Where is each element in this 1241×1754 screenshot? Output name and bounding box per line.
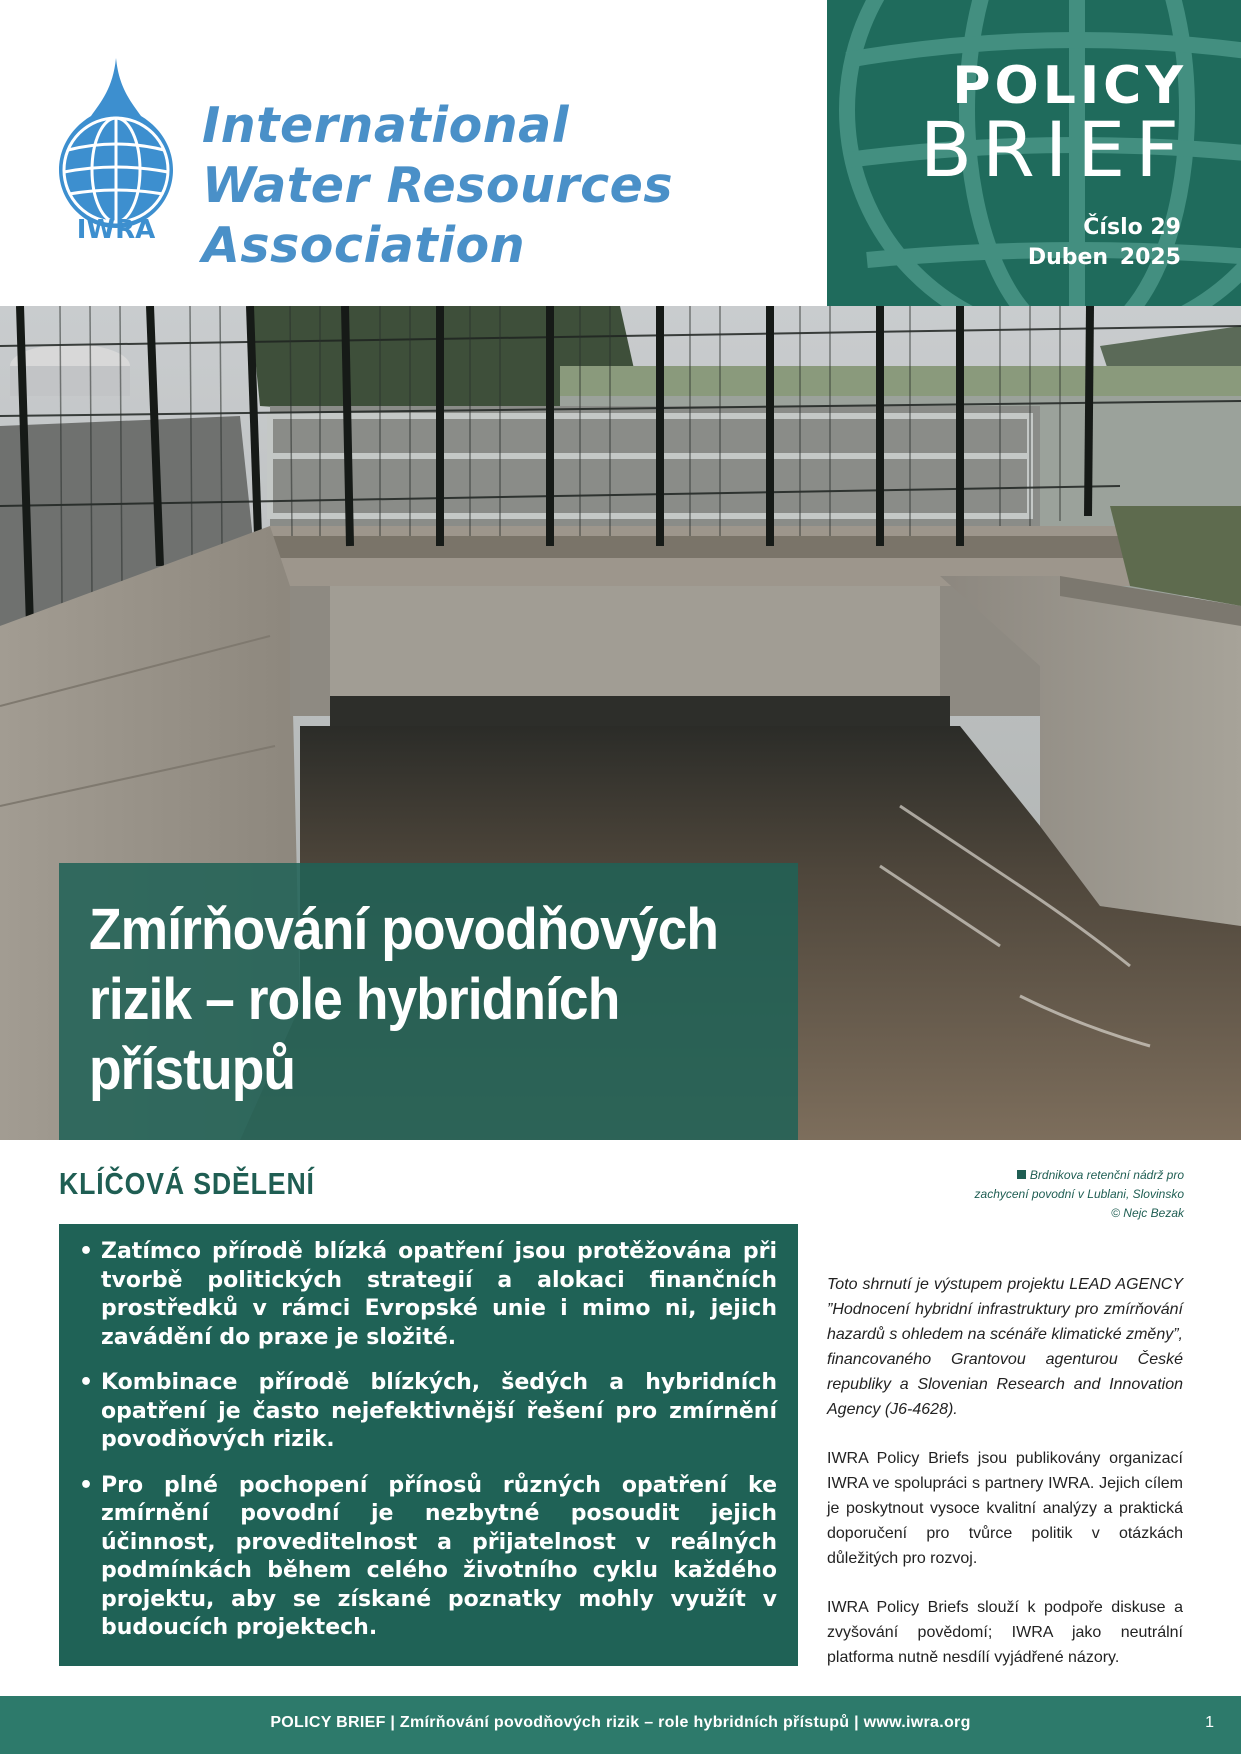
key-message-item: • Pro plné pochopení přínosů různých opatření ke zmírnění povodní je nezbytné posoudit jejich účinnost, proveditelnost a přijatelnost v reálných podmínkách během celého životního cyklu každého projektu, aby se získané poznatky mohly využít v budoucích projektech. [77, 1472, 777, 1643]
org-name-line: Association [202, 217, 526, 274]
key-messages-heading: KLÍČOVÁ SDĚLENÍ [59, 1166, 315, 1201]
disclaimer-paragraph: IWRA Policy Briefs slouží k podpoře diskuse a zvyšování povědomí; IWRA jako neutrální platforma nutně nesdílí vyjádřené názory. [827, 1599, 1183, 1666]
photo-caption [964, 1166, 1184, 1223]
issue-number: Číslo 29 [1083, 215, 1181, 240]
key-message-item: • Kombinace přírodě blízkých, šedých a hybridních opatření je často nejefektivnější řešení pro zmírnění povodňových rizik. [77, 1369, 777, 1455]
issue-date: Duben 2025 [1027, 245, 1181, 270]
iwra-drop-globe-icon [55, 58, 177, 240]
about-paragraph: IWRA Policy Briefs jsou publikovány organizací IWRA ve spolupráci s partnery IWRA. Jejich cílem je poskytnout vysoce kvalitní analýzy a praktická doporučení pro tvůrce politik v otázkách důležitých pro rozvoj. [827, 1450, 1183, 1567]
cover-title-box [59, 863, 798, 1140]
cover-title: Zmírňování povodňových rizik – role hybridních přístupů [89, 897, 719, 1102]
sidebar-text [827, 1272, 1183, 1694]
policy-brief-panel [827, 0, 1241, 306]
photo-caption-text: Brdnikova retenční nádrž pro zachycení povodní v Lublani, Slovinsko © Nejc Bezak [974, 1168, 1184, 1220]
key-messages-list [77, 1238, 777, 1660]
org-name-line: Water Resources [202, 157, 674, 214]
key-messages-box [59, 1224, 798, 1666]
logo-abbrev: IWRA [76, 215, 156, 240]
organization-name [202, 96, 673, 276]
project-intro: Toto shrnutí je výstupem projektu LEAD AGENCY ”Hodnocení hybridní infrastruktury pro zmírňování hazardů s ohledem na scénáře klimatické změny”, financovaného Grantovou agenturou České republiky a Slovenian Research and Innovation Agency (J6-4628). [827, 1276, 1183, 1418]
key-message-item: • Zatímco přírodě blízká opatření jsou protěžována při tvorbě politických strategií a alokaci finančních prostředků v rámci Evropské unie i mimo ni, jejich zavádění do praxe je složité. [77, 1238, 777, 1352]
doc-type-policy: POLICY [952, 56, 1187, 116]
footer [0, 1696, 1241, 1754]
caption-square-icon [1017, 1170, 1026, 1179]
doc-type-brief: BRIEF [919, 105, 1189, 194]
org-name-line: International [202, 97, 570, 154]
header [0, 0, 1241, 306]
footer-text: POLICY BRIEF | Zmírňování povodňových rizik – role hybridních přístupů | www.iwra.org [270, 1714, 971, 1731]
page-number: 1 [1205, 1714, 1214, 1731]
